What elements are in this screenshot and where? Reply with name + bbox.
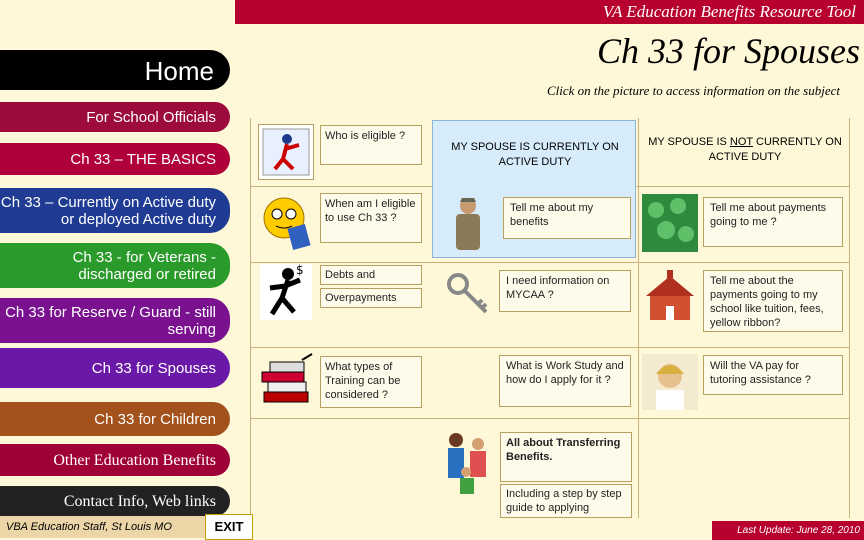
tutoring-assistance-link[interactable]: Will the VA pay for tutoring assistance ? — [703, 355, 843, 395]
nav-ch33-spouses[interactable] — [0, 348, 230, 388]
nav-label: For School Officials — [86, 108, 216, 126]
schoolhouse-icon — [640, 268, 700, 328]
payments-to-me-link[interactable]: Tell me about payments going to me ? — [703, 197, 843, 247]
who-is-eligible-link[interactable]: Who is eligible ? — [320, 125, 422, 165]
page-title: Ch 33 for Spouses — [596, 31, 860, 71]
nav-label: Ch 33 for Reserve / Guard - still serving — [5, 303, 216, 338]
nav-ch33-basics[interactable] — [0, 143, 230, 175]
header-not-emphasis: NOT — [729, 136, 753, 148]
runner-icon — [259, 125, 313, 179]
tutor-picture[interactable] — [640, 352, 700, 412]
nav-contact-info[interactable] — [0, 486, 230, 516]
person-portrait-icon — [640, 352, 700, 412]
header-active-duty: MY SPOUSE IS CURRENTLY ON ACTIVE DUTY — [451, 141, 619, 168]
nav-other-education-benefits[interactable] — [0, 444, 230, 476]
school-picture[interactable] — [640, 268, 700, 328]
nav-ch33-children[interactable] — [0, 402, 230, 436]
header-not-active-duty — [645, 135, 845, 165]
nav-home-button[interactable]: Home — [0, 50, 230, 90]
grid-divider — [638, 118, 639, 518]
grid-divider — [250, 118, 251, 518]
work-study-link[interactable]: What is Work Study and how do I apply for it ? — [499, 355, 631, 407]
family-picture[interactable] — [436, 428, 500, 498]
eligibility-picture[interactable] — [258, 124, 314, 180]
nav-label: Ch 33 for Children — [94, 410, 216, 428]
transferring-benefits-link[interactable]: All about Transferring Benefits. — [500, 432, 632, 482]
soldier-picture[interactable] — [440, 192, 496, 256]
soldier-icon — [440, 192, 496, 256]
grid-divider — [250, 262, 850, 263]
nav-label: Ch 33 – THE BASICS — [70, 150, 216, 168]
overpayments-link[interactable]: Overpayments — [320, 288, 422, 308]
fleeing-figure-icon — [258, 262, 314, 322]
app-title-bar: VA Education Benefits Resource Tool — [235, 0, 864, 24]
debts-picture[interactable] — [258, 262, 314, 322]
exit-button[interactable]: EXIT — [205, 514, 253, 540]
nav-ch33-reserve-guard[interactable] — [0, 298, 230, 343]
when-am-i-eligible-link[interactable]: When am I eligible to use Ch 33 ? — [320, 193, 422, 243]
payments-to-school-link[interactable]: Tell me about the payments going to my school like tuition, fees, yellow ribbon? — [703, 270, 843, 332]
header-text: CURRENTLY ON ACTIVE DUTY — [708, 136, 842, 163]
page-subtitle: Click on the picture to access information on the subject — [546, 83, 840, 98]
nav-label: Ch 33 - for Veterans - discharged or retired — [72, 248, 216, 283]
grid-divider — [250, 347, 850, 348]
nav-ch33-veterans[interactable] — [0, 243, 230, 288]
tell-me-benefits-link[interactable]: Tell me about my benefits — [503, 197, 631, 239]
thinking-smiley-icon — [258, 192, 314, 252]
grid-divider — [250, 418, 850, 419]
footer-staff: VBA Education Staff, St Louis MO — [0, 516, 212, 538]
when-eligible-picture[interactable] — [258, 192, 314, 252]
key-icon — [440, 268, 496, 324]
training-types-link[interactable]: What types of Training can be considered ? — [320, 356, 422, 408]
keys-picture[interactable] — [440, 268, 496, 324]
step-by-step-guide-link[interactable]: Including a step by step guide to applying — [500, 484, 632, 518]
grid-divider — [849, 118, 850, 518]
money-icon — [640, 192, 700, 254]
books-stack-icon — [258, 352, 314, 410]
money-picture[interactable] — [640, 192, 700, 254]
mycaa-info-link[interactable]: I need information on MYCAA ? — [499, 270, 631, 312]
nav-label: Ch 33 for Spouses — [91, 359, 216, 377]
nav-label: Contact Info, Web links — [63, 492, 216, 510]
svg-text:$: $ — [296, 263, 304, 277]
debts-link[interactable]: Debts and — [320, 265, 422, 285]
nav-ch33-active-duty[interactable] — [0, 188, 230, 233]
last-update: Last Update: June 28, 2010 — [712, 521, 864, 540]
family-icon — [436, 428, 500, 498]
header-text: MY SPOUSE IS — [648, 136, 730, 148]
nav-label: Ch 33 – Currently on Active duty or deployed Active duty — [0, 193, 216, 228]
training-picture[interactable] — [258, 352, 314, 410]
nav-school-officials[interactable] — [0, 102, 230, 132]
nav-label: Other Education Benefits — [53, 451, 216, 469]
